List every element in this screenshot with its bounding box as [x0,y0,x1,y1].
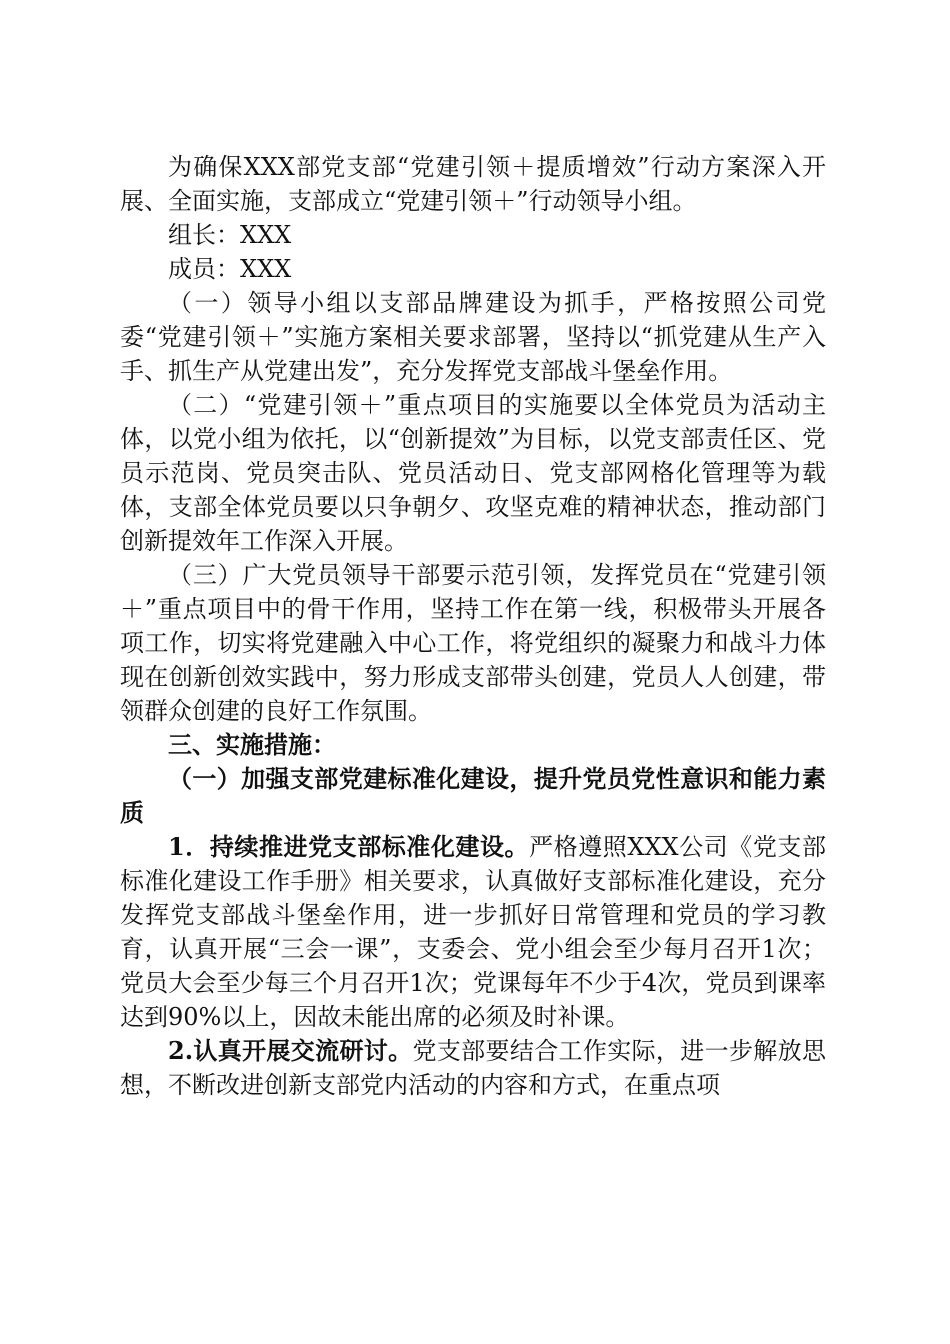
measure-2-paragraph [120,1034,826,1102]
members-line: 成员：XXX [168,255,292,283]
document-body [120,150,826,1102]
measure-1-body: 严格遵照XXX公司《党支部标准化建设工作手册》相关要求，认真做好支部标准化建设，充分发挥党支部战斗堡垒作用，进一步抓好日常管理和党员的学习教育，认真开展“三会一课”，支委会、党小组会至少每月召开1次；党员大会至少每三个月召开1次；党课每年不少于4次，党员到课率达到90%以上，因故未能出席的必须及时补课。 [120,833,826,1031]
measure-1-paragraph [120,830,826,1034]
leader-line: 组长：XXX [168,221,292,249]
measure-2-lead: 2.认真开展交流研讨。 [168,1036,413,1065]
item-3-paragraph: （三）广大党员领导干部要示范引领，发挥党员在“党建引领＋”重点项目中的骨干作用，坚持工作在第一线，积极带头开展各项工作，切实将党建融入中心工作，将党组织的凝聚力和战斗力体现在创新创效实践中，努力形成支部带头创建，党员人人创建，带领群众创建的良好工作氛围。 [120,561,826,725]
measure-1-lead: 1．持续推进党支部标准化建设。 [168,832,530,861]
section-3-subheading-1: （一）加强支部党建标准化建设，提升党员党性意识和能力素质 [120,764,826,827]
intro-paragraph: 为确保XXX部党支部“党建引领＋提质增效”行动方案深入开展、全面实施，支部成立“党建引领＋”行动领导小组。 [120,153,826,215]
item-2-paragraph: （二）“党建引领＋”重点项目的实施要以全体党员为活动主体，以党小组为依托，以“创新提效”为目标，以党支部责任区、党员示范岗、党员突击队、党员活动日、党支部网格化管理等为载体，支部全体党员要以只争朝夕、攻坚克难的精神状态，推动部门创新提效年工作深入开展。 [120,391,826,555]
item-1-paragraph: （一）领导小组以支部品牌建设为抓手，严格按照公司党委“党建引领＋”实施方案相关要求部署，坚持以“抓党建从生产入手、抓生产从党建出发”，充分发挥党支部战斗堡垒作用。 [120,289,826,385]
measure-2-body: 党支部要结合工作实际，进一步解放思想，不断改进创新支部党内活动的内容和方式，在重点项 [120,1037,826,1099]
section-3-heading: 三、实施措施： [168,731,336,759]
